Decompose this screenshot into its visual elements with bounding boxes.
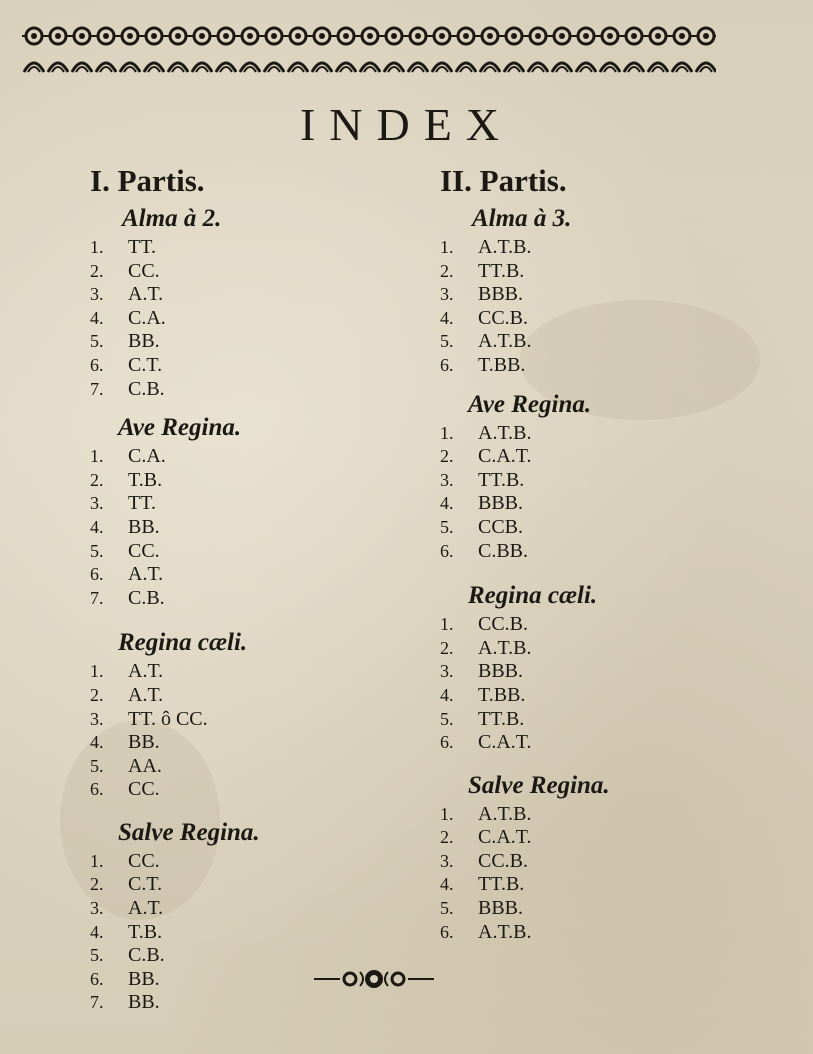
entry-voices: BBB. — [478, 283, 524, 306]
index-entry — [440, 921, 740, 945]
entry-number: 6. — [90, 354, 104, 375]
index-entry — [90, 236, 390, 260]
ornamental-header-band — [22, 22, 716, 78]
entry-number: 4. — [90, 307, 104, 328]
index-entry — [90, 354, 390, 378]
entry-voices: CC. — [128, 539, 160, 562]
index-entry — [440, 803, 740, 827]
index-entry — [440, 826, 740, 850]
entry-number: 5. — [90, 331, 104, 352]
entry-number: 5. — [440, 898, 454, 919]
entry-number: 6. — [440, 540, 454, 561]
entry-number: 5. — [440, 331, 454, 352]
entry-voices: TT.B. — [478, 707, 525, 730]
section-title: Alma à 2. — [122, 205, 222, 232]
index-entry — [90, 897, 390, 921]
entry-voices: BBB. — [478, 897, 524, 920]
entry-list — [90, 660, 390, 802]
entry-number: 2. — [440, 637, 454, 658]
index-section — [90, 626, 390, 802]
entry-number: 6. — [90, 968, 104, 989]
index-entry — [90, 516, 390, 540]
section-title: Ave Regina. — [118, 414, 242, 442]
entry-number: 2. — [90, 874, 104, 895]
index-entry — [440, 516, 740, 540]
index-entry — [90, 778, 390, 802]
entry-voices: A.T. — [128, 660, 164, 683]
index-entry — [440, 469, 740, 493]
entry-voices: C.A.T. — [478, 445, 532, 468]
entry-voices: A.T.B. — [478, 920, 532, 943]
entry-number: 1. — [440, 803, 454, 824]
index-entry — [90, 260, 390, 284]
index-entry — [90, 283, 390, 307]
index-entry — [440, 731, 740, 755]
index-entry — [90, 378, 390, 402]
entry-voices: C.B. — [128, 586, 165, 609]
index-entry — [440, 708, 740, 732]
entry-number: 1. — [440, 422, 454, 443]
entry-voices: C.A.T. — [478, 731, 532, 754]
entry-number: 7. — [90, 587, 104, 608]
index-section — [440, 579, 740, 755]
entry-voices: BB. — [128, 515, 160, 538]
entry-number: 1. — [90, 446, 104, 467]
entry-voices: A.T. — [128, 563, 164, 586]
entry-voices: BB. — [128, 967, 160, 990]
entry-number: 4. — [440, 874, 454, 895]
entry-voices: CC. — [128, 778, 160, 801]
index-entry — [440, 540, 740, 564]
entry-voices: BB. — [128, 330, 160, 353]
entry-list — [440, 613, 740, 755]
entry-voices: A.T. — [128, 683, 164, 706]
entry-number: 5. — [90, 755, 104, 776]
page-title: INDEX — [299, 99, 514, 150]
entry-list — [90, 445, 390, 610]
entry-voices: C.B. — [128, 377, 165, 400]
entry-number: 6. — [440, 921, 454, 942]
section-title: Regina cæli. — [118, 629, 248, 657]
entry-number: 5. — [440, 708, 454, 729]
entry-number: 5. — [90, 540, 104, 561]
entry-voices: C.T. — [128, 873, 163, 896]
index-entry — [90, 540, 390, 564]
entry-voices: CC.B. — [478, 306, 529, 329]
entry-number: 7. — [90, 992, 104, 1013]
part-heading: II. Partis. — [440, 163, 567, 198]
index-entry — [440, 850, 740, 874]
entry-voices: C.B. — [128, 944, 165, 967]
entry-voices: CC.B. — [478, 849, 529, 872]
index-entry — [440, 236, 740, 260]
entry-voices: BBB. — [478, 660, 524, 683]
entry-number: 4. — [440, 307, 454, 328]
entry-voices: CC.B. — [478, 613, 529, 636]
entry-list — [90, 236, 390, 401]
index-section — [90, 202, 390, 401]
section-title: Ave Regina. — [468, 390, 592, 418]
entry-voices: T.B. — [128, 920, 163, 943]
index-entry — [440, 637, 740, 661]
index-entry — [90, 563, 390, 587]
entry-list — [440, 803, 740, 945]
index-entry — [90, 850, 390, 874]
index-entry — [440, 660, 740, 684]
entry-voices: A.T.B. — [478, 236, 532, 258]
index-entry — [440, 897, 740, 921]
entry-number: 1. — [90, 850, 104, 871]
entry-number: 3. — [440, 661, 454, 682]
section-title: Regina cæli. — [468, 582, 598, 610]
index-entry — [440, 492, 740, 516]
entry-number: 2. — [90, 469, 104, 490]
section-title: Salve Regina. — [118, 818, 260, 846]
section-title: Alma à 3. — [472, 205, 572, 232]
entry-voices: TT.B. — [478, 468, 525, 491]
index-entry — [90, 684, 390, 708]
entry-number: 4. — [440, 493, 454, 514]
entry-number: 6. — [440, 354, 454, 375]
entry-voices: CCB. — [478, 515, 524, 538]
entry-number: 7. — [90, 378, 104, 399]
index-entry — [440, 613, 740, 637]
entry-number: 2. — [440, 827, 454, 848]
entry-number: 6. — [440, 732, 454, 753]
entry-voices: A.T.B. — [478, 802, 532, 825]
left-column — [90, 160, 390, 1015]
entry-voices: A.T.B. — [478, 636, 532, 659]
entry-voices: TT. ô CC. — [128, 707, 208, 730]
entry-number: 4. — [90, 921, 104, 942]
entry-number: 3. — [90, 708, 104, 729]
section-title: Salve Regina. — [468, 771, 610, 799]
entry-number: 6. — [90, 779, 104, 800]
entry-voices: A.T. — [128, 897, 164, 920]
entry-number: 2. — [90, 684, 104, 705]
entry-voices: CC. — [128, 259, 160, 282]
entry-voices: C.A.T. — [478, 826, 532, 849]
entry-number: 6. — [90, 564, 104, 585]
index-entry — [440, 330, 740, 354]
entry-voices: C.T. — [128, 353, 163, 376]
index-entry — [90, 492, 390, 516]
index-entry — [90, 330, 390, 354]
index-section — [90, 411, 390, 610]
index-entry — [90, 755, 390, 779]
index-section — [440, 388, 740, 564]
entry-number: 1. — [90, 237, 104, 257]
entry-number: 3. — [90, 284, 104, 305]
index-entry — [90, 587, 390, 611]
index-entry — [440, 445, 740, 469]
index-entry — [90, 991, 390, 1015]
entry-voices: CC. — [128, 849, 160, 872]
index-entry — [440, 873, 740, 897]
entry-number: 1. — [440, 237, 454, 257]
index-entry — [440, 684, 740, 708]
index-entry — [90, 944, 390, 968]
entry-list — [440, 422, 740, 564]
index-entry — [90, 307, 390, 331]
entry-number: 3. — [440, 284, 454, 305]
index-section — [440, 769, 740, 945]
entry-voices: TT. — [128, 236, 156, 258]
entry-voices: T.BB. — [478, 353, 526, 376]
entry-number: 3. — [90, 493, 104, 514]
index-entry — [90, 873, 390, 897]
index-entry — [440, 283, 740, 307]
entry-number: 3. — [440, 469, 454, 490]
entry-number: 3. — [440, 850, 454, 871]
index-entry — [90, 731, 390, 755]
index-entry — [440, 260, 740, 284]
entry-list — [90, 850, 390, 1015]
entry-number: 4. — [90, 732, 104, 753]
entry-voices: TT. — [128, 492, 156, 515]
index-entry — [90, 445, 390, 469]
index-entry — [90, 469, 390, 493]
entry-voices: C.BB. — [478, 539, 529, 562]
entry-number: 5. — [90, 945, 104, 966]
entry-voices: C.A. — [128, 445, 166, 468]
index-entry — [440, 422, 740, 446]
entry-list — [440, 236, 740, 378]
entry-voices: TT.B. — [478, 259, 525, 282]
index-section — [440, 202, 740, 378]
index-entry — [90, 921, 390, 945]
entry-voices: T.B. — [128, 468, 163, 491]
entry-number: 1. — [90, 661, 104, 682]
entry-number: 5. — [440, 516, 454, 537]
entry-voices: AA. — [128, 754, 162, 777]
entry-number: 4. — [90, 516, 104, 537]
index-entry — [440, 307, 740, 331]
right-column — [440, 160, 740, 944]
entry-number: 2. — [90, 260, 104, 281]
entry-number: 2. — [440, 446, 454, 467]
tailpiece-ornament — [310, 968, 438, 990]
entry-number: 4. — [440, 684, 454, 705]
entry-number: 3. — [90, 898, 104, 919]
index-entry — [90, 708, 390, 732]
entry-voices: A.T.B. — [478, 421, 532, 444]
entry-number: 1. — [440, 614, 454, 635]
entry-voices: BB. — [128, 991, 160, 1014]
entry-voices: A.T. — [128, 283, 164, 306]
part-heading: I. Partis. — [90, 163, 205, 198]
entry-voices: A.T.B. — [478, 330, 532, 353]
entry-voices: BB. — [128, 731, 160, 754]
entry-voices: T.BB. — [478, 683, 526, 706]
index-entry — [90, 660, 390, 684]
entry-voices: TT.B. — [478, 873, 525, 896]
index-entry — [440, 354, 740, 378]
entry-voices: C.A. — [128, 306, 166, 329]
entry-number: 2. — [440, 260, 454, 281]
entry-voices: BBB. — [478, 492, 524, 515]
